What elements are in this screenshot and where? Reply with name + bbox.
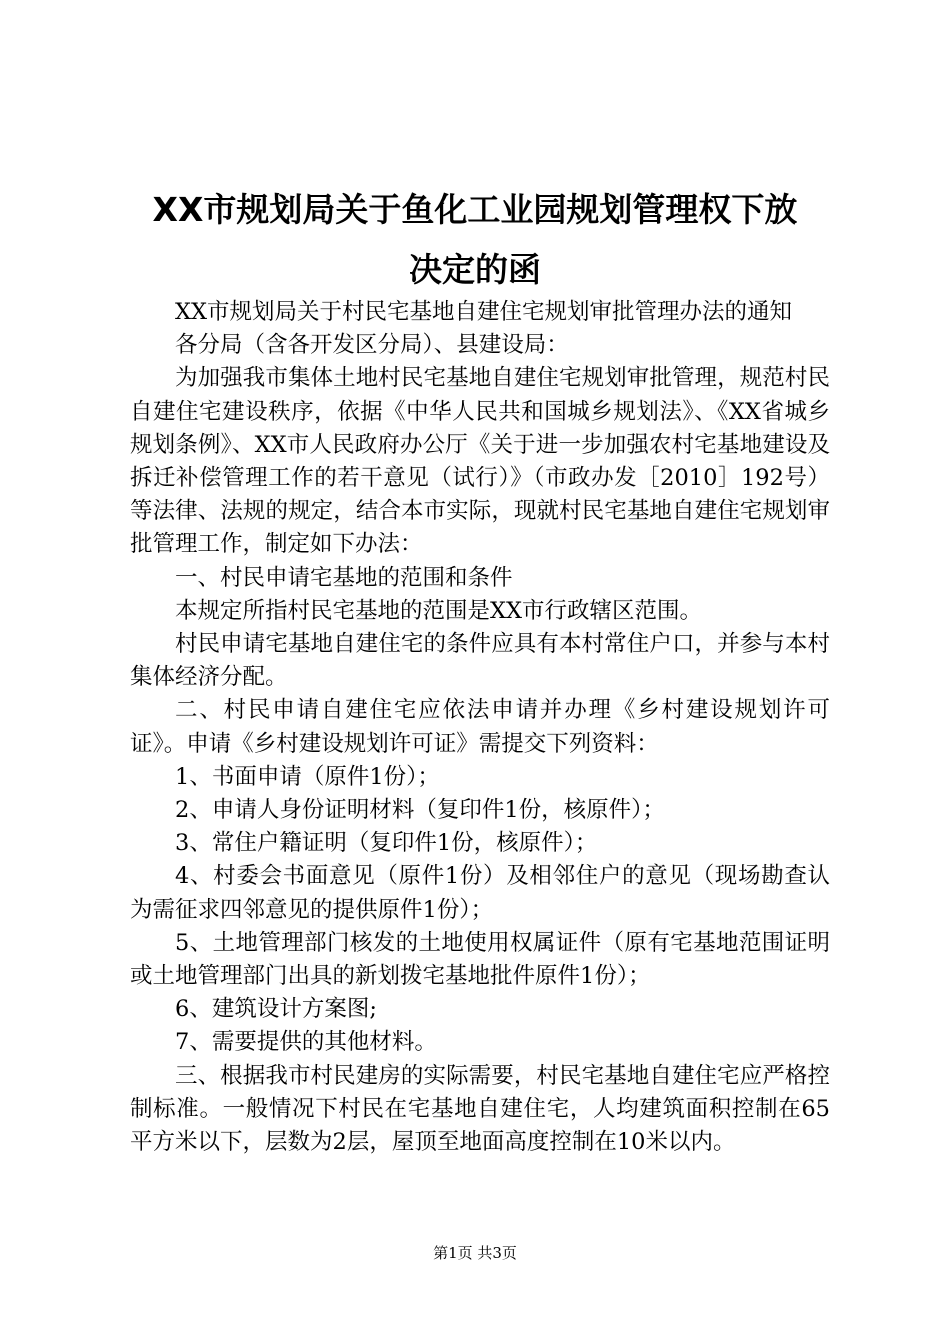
section-heading-1: 一、村民申请宅基地的范围和条件	[175, 564, 513, 591]
list-item-6: 6、建筑设计方案图;	[175, 996, 377, 1023]
document-body	[130, 296, 830, 1159]
document-title-line-2: 决定的函	[409, 250, 541, 289]
list-item-7: 7、需要提供的其他材料。	[175, 1029, 437, 1056]
page-number-footer: 第1页 共3页	[433, 1244, 517, 1262]
paragraph-scope: 本规定所指村民宅基地的范围是XX市行政辖区范围。	[175, 597, 703, 624]
section-heading-2: 二、村民申请自建住宅应依法申请并办理《乡村建设规划许可证》。申请《乡村建设规划许可证》需提交下列资料：	[130, 697, 830, 757]
paragraph-notice-title: XX市规划局关于村民宅基地自建住宅规划审批管理办法的通知	[175, 299, 793, 325]
list-item-4: 4、村委会书面意见（原件1份）及相邻住户的意见（现场勘查认为需征求四邻意见的提供原件1份）；	[130, 863, 830, 923]
list-item-1: 1、书面申请（原件1份）；	[175, 763, 440, 790]
paragraph-addressee: 各分局（含各开发区分局）、县建设局：	[175, 332, 569, 359]
list-item-5: 5、土地管理部门核发的土地使用权属证件（原有宅基地范围证明或土地管理部门出具的新划拨宅基地批件原件1份）；	[130, 929, 830, 990]
section-heading-3: 三、根据我市村民建房的实际需要，村民宅基地自建住宅应严格控制标准。一般情况下村民在宅基地自建住宅，人均建筑面积控制在65平方米以下，层数为2层，屋顶至地面高度控制在10米以内。	[130, 1062, 830, 1156]
list-item-2: 2、申请人身份证明材料（复印件1份，核原件）；	[175, 797, 665, 824]
paragraph-conditions: 村民申请宅基地自建住宅的条件应具有本村常住户口，并参与本村集体经济分配。	[130, 631, 830, 691]
document-title-line-1: XX市规划局关于鱼化工业园规划管理权下放	[152, 190, 798, 229]
paragraph-preamble: 为加强我市集体土地村民宅基地自建住宅规划审批管理，规范村民自建住宅建设秩序，依据《中华人民共和国城乡规划法》、《XX省城乡规划条例》、XX市人民政府办公厅《关于进一步加强农村宅基地建设及拆迁补偿管理工作的若干意见（试行）》（市政办发［2010］192号）等法律、法规的规定，结合本市实际，现就村民宅基地自建住宅规划审批管理工作，制定如下办法：	[130, 365, 830, 558]
list-item-3: 3、常住户籍证明（复印件1份，核原件）；	[175, 830, 598, 857]
